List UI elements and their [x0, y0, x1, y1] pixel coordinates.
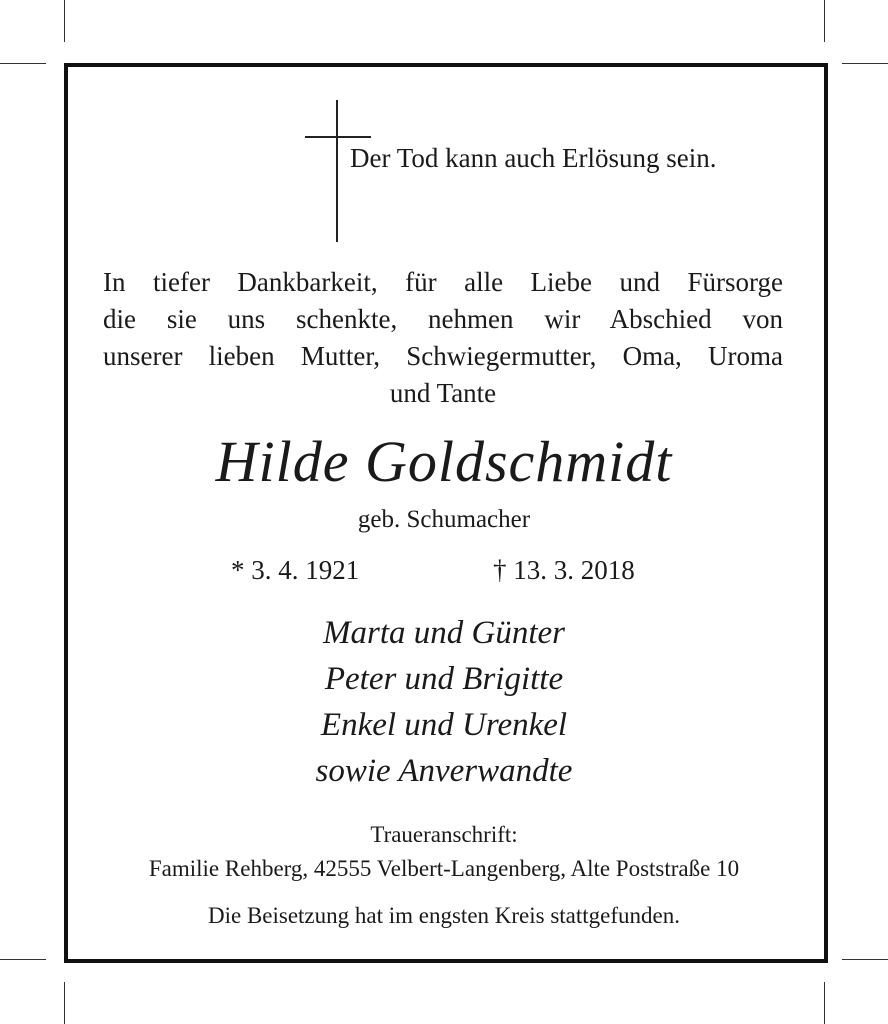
- crop-mark-top-right-horizontal: [842, 63, 888, 64]
- crop-mark-top-left-horizontal: [0, 63, 46, 64]
- motto: Der Tod kann auch Erlösung sein.: [350, 143, 717, 173]
- crop-mark-top-left-vertical: [64, 0, 65, 42]
- crop-mark-top-right-vertical: [824, 0, 825, 42]
- intro-line: die sie uns schenkte, nehmen wir Abschied von: [103, 304, 783, 334]
- crop-mark-bottom-left-vertical: [64, 982, 65, 1024]
- birth-date: * 3. 4. 1921: [231, 555, 360, 585]
- intro-text: [103, 264, 783, 412]
- intro-line: und Tante: [389, 378, 497, 408]
- mourning-address: Familie Rehberg, 42555 Velbert-Langenberg, Alte Poststraße 10: [148, 856, 740, 881]
- crop-mark-bottom-right-horizontal: [842, 959, 888, 960]
- cross-icon-stem: [336, 100, 338, 242]
- family-member: Marta und Günter: [323, 615, 565, 651]
- funeral-note: Die Beisetzung hat im engsten Kreis stattgefunden.: [207, 903, 681, 928]
- address-label: Traueranschrift:: [370, 822, 518, 847]
- crop-mark-bottom-left-horizontal: [0, 959, 46, 960]
- family-list: [0, 610, 888, 794]
- family-member: Enkel und Urenkel: [320, 707, 568, 743]
- cross-icon-bar: [305, 136, 371, 138]
- crop-mark-bottom-right-vertical: [824, 982, 825, 1024]
- family-member: sowie Anverwandte: [315, 753, 573, 789]
- family-member: Peter und Brigitte: [324, 661, 564, 697]
- death-date: † 13. 3. 2018: [493, 555, 635, 585]
- maiden-name: geb. Schumacher: [357, 506, 531, 533]
- intro-line: In tiefer Dankbarkeit, für alle Liebe und Fürsorge: [103, 267, 783, 297]
- intro-line: unserer lieben Mutter, Schwiegermutter, Oma, Uroma: [103, 341, 783, 371]
- deceased-name: Hilde Goldschmidt: [215, 429, 673, 494]
